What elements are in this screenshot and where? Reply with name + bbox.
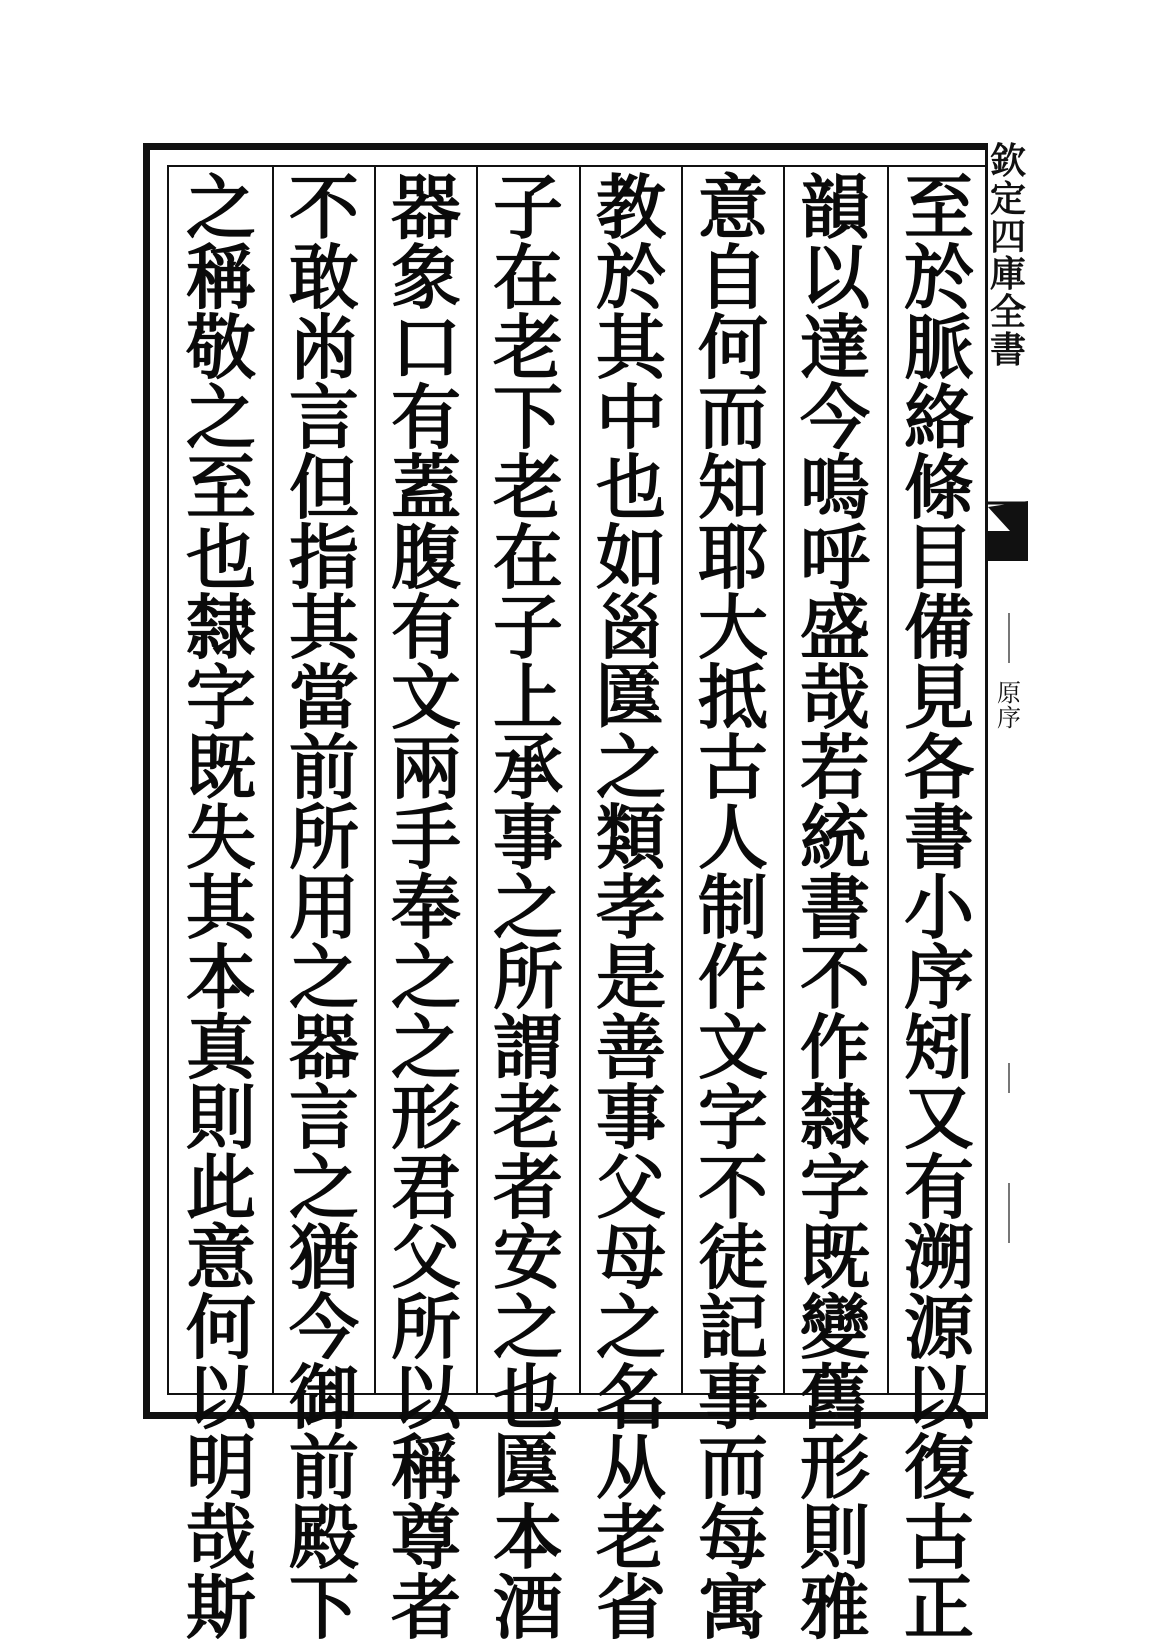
glyph: 韻 [800, 166, 870, 249]
margin-band [988, 140, 1028, 1419]
glyph: 人 [698, 796, 768, 879]
glyph: 目 [904, 516, 974, 599]
glyph: 也 [493, 1356, 563, 1439]
glyph: 器 [289, 1006, 359, 1089]
glyph: 老 [493, 446, 563, 529]
glyph: 也 [596, 446, 666, 529]
glyph: 猶 [289, 1216, 359, 1299]
glyph: 之 [391, 936, 461, 1019]
glyph: 真 [186, 1006, 256, 1089]
glyph: 之 [493, 1286, 563, 1369]
glyph: 於 [904, 236, 974, 319]
glyph: 何 [698, 306, 768, 389]
glyph: 記 [698, 1286, 768, 1369]
glyph: 其 [289, 586, 359, 669]
glyph: 从 [596, 1426, 666, 1509]
glyph: 今 [800, 376, 870, 459]
glyph: 所 [289, 796, 359, 879]
glyph: 意 [186, 1216, 256, 1299]
glyph: 字 [800, 1146, 870, 1229]
glyph: 教 [596, 166, 666, 249]
glyph: 善 [596, 1006, 666, 1089]
glyph: 孝 [596, 866, 666, 949]
glyph: 書 [904, 796, 974, 879]
glyph: 斯 [186, 1566, 256, 1649]
glyph: 老 [493, 1076, 563, 1159]
glyph: 之 [289, 1146, 359, 1229]
glyph: 哉 [186, 1496, 256, 1579]
glyph: 至 [904, 166, 974, 249]
glyph: 則 [800, 1496, 870, 1579]
glyph: 者 [391, 1566, 461, 1649]
glyph: 於 [596, 236, 666, 319]
glyph: 下 [289, 1566, 359, 1649]
glyph: 器 [391, 166, 461, 249]
glyph: 言 [289, 1076, 359, 1159]
margin-tick [1008, 1183, 1010, 1243]
glyph: 各 [904, 726, 974, 809]
margin-glyph: 欽 [989, 140, 1026, 182]
glyph: 以 [800, 236, 870, 319]
margin-glyph: 四 [989, 215, 1026, 258]
glyph: 𠥛 [596, 656, 666, 739]
glyph: 序 [904, 936, 974, 1019]
glyph: 事 [596, 1076, 666, 1159]
glyph: 老 [493, 306, 563, 389]
glyph: 則 [186, 1076, 256, 1159]
text-column-1 [889, 166, 989, 1649]
margin-glyph: 庫 [989, 253, 1026, 296]
text-column-6 [376, 166, 476, 1649]
glyph: 君 [391, 1146, 461, 1229]
glyph: 嗚 [800, 446, 870, 529]
glyph: 之 [596, 726, 666, 809]
glyph: 矧 [904, 1006, 974, 1089]
margin-glyph: 原 [997, 679, 1021, 707]
glyph: 古 [904, 1496, 974, 1579]
glyph: 是 [596, 936, 666, 1019]
glyph: 每 [698, 1496, 768, 1579]
glyph: 耶 [698, 516, 768, 599]
glyph: 形 [391, 1076, 461, 1159]
glyph: 字 [186, 656, 256, 739]
glyph: 如 [596, 516, 666, 599]
glyph: 失 [186, 796, 256, 879]
glyph: 敢 [289, 236, 359, 319]
glyph: 文 [391, 656, 461, 739]
text-column-7 [274, 166, 374, 1649]
text-column-3 [683, 166, 783, 1649]
glyph: 其 [596, 306, 666, 389]
section-label [992, 681, 1026, 731]
glyph: 在 [493, 236, 563, 319]
margin-title [988, 140, 1028, 371]
glyph: 舊 [800, 1356, 870, 1439]
glyph: 作 [698, 936, 768, 1019]
glyph: 有 [391, 376, 461, 459]
margin-glyph: 全 [989, 291, 1026, 334]
glyph: 以 [904, 1356, 974, 1439]
glyph: 意 [698, 166, 768, 249]
glyph: 承 [493, 726, 563, 809]
glyph: 所 [493, 936, 563, 1019]
glyph: 寓 [698, 1566, 768, 1649]
text-column-5 [478, 166, 578, 1649]
glyph: 尊 [391, 1496, 461, 1579]
margin-tick [1008, 1063, 1010, 1093]
glyph: 口 [391, 306, 461, 389]
glyph: 事 [698, 1356, 768, 1439]
glyph: 文 [698, 1006, 768, 1089]
glyph: 既 [800, 1216, 870, 1299]
glyph: 復 [904, 1426, 974, 1509]
glyph: 類 [596, 796, 666, 879]
glyph: 殿 [289, 1496, 359, 1579]
glyph: 事 [493, 796, 563, 879]
glyph: 上 [493, 656, 563, 739]
glyph: 備 [904, 586, 974, 669]
glyph: 知 [698, 446, 768, 529]
glyph: 絡 [904, 376, 974, 459]
glyph: 母 [596, 1216, 666, 1299]
glyph: 字 [698, 1076, 768, 1159]
glyph: 象 [391, 236, 461, 319]
glyph: 𡿺 [596, 586, 666, 669]
glyph: 名 [596, 1356, 666, 1439]
glyph: 所 [391, 1286, 461, 1369]
glyph: 本 [186, 936, 256, 1019]
glyph: 盛 [800, 586, 870, 669]
glyph: 當 [289, 656, 359, 739]
glyph: 言 [289, 376, 359, 459]
glyph: 用 [289, 866, 359, 949]
glyph: 前 [289, 1426, 359, 1509]
glyph: 謂 [493, 1006, 563, 1089]
glyph: 御 [289, 1356, 359, 1439]
glyph: 古 [698, 726, 768, 809]
text-column-8 [171, 166, 271, 1649]
glyph: 父 [391, 1216, 461, 1299]
glyph: 父 [596, 1146, 666, 1229]
glyph: 正 [904, 1566, 974, 1649]
glyph: 變 [800, 1286, 870, 1369]
glyph: 書 [800, 866, 870, 949]
glyph: 以 [391, 1356, 461, 1439]
glyph: 此 [186, 1146, 256, 1229]
glyph: 老 [596, 1496, 666, 1579]
glyph: 脈 [904, 306, 974, 389]
glyph: 小 [904, 866, 974, 949]
glyph: 條 [904, 446, 974, 529]
glyph: 不 [800, 936, 870, 1019]
glyph: 本 [493, 1496, 563, 1579]
glyph: 手 [391, 796, 461, 879]
glyph: 之 [493, 866, 563, 949]
glyph: 子 [493, 166, 563, 249]
glyph: 制 [698, 866, 768, 949]
glyph: 前 [289, 726, 359, 809]
glyph: 自 [698, 236, 768, 319]
glyph: 其 [186, 866, 256, 949]
glyph: 腹 [391, 516, 461, 599]
glyph: 子 [493, 586, 563, 669]
glyph: 奉 [391, 866, 461, 949]
glyph: 稱 [186, 236, 256, 319]
glyph: 指 [289, 516, 359, 599]
margin-glyph: 序 [997, 704, 1021, 733]
glyph: 安 [493, 1216, 563, 1299]
glyph: 又 [904, 1076, 974, 1159]
glyph: 見 [904, 656, 974, 739]
text-column-4 [581, 166, 681, 1649]
glyph: 有 [904, 1146, 974, 1229]
glyph: 中 [596, 376, 666, 459]
glyph: 之 [391, 1006, 461, 1089]
glyph: 以 [186, 1356, 256, 1439]
margin-tick [1008, 613, 1010, 663]
glyph: 哉 [800, 656, 870, 739]
glyph: 㡀 [289, 306, 359, 389]
glyph: 下 [493, 376, 563, 459]
glyph: 不 [289, 166, 359, 249]
glyph: 在 [493, 516, 563, 599]
glyph: 明 [186, 1426, 256, 1509]
glyph: 兩 [391, 726, 461, 809]
margin-glyph: 書 [989, 328, 1026, 371]
glyph: 雅 [800, 1566, 870, 1649]
glyph: 既 [186, 726, 256, 809]
fish-tail-mark [988, 501, 1028, 561]
glyph: 達 [800, 306, 870, 389]
glyph: 今 [289, 1286, 359, 1369]
text-area [167, 165, 985, 1649]
glyph: 形 [800, 1426, 870, 1509]
glyph: 大 [698, 586, 768, 669]
glyph: 何 [186, 1286, 256, 1369]
glyph: 酒 [493, 1566, 563, 1649]
glyph: 𠥛 [493, 1426, 563, 1509]
glyph: 作 [800, 1006, 870, 1089]
glyph: 敬 [186, 306, 256, 389]
glyph: 之 [186, 166, 256, 249]
page-frame [143, 143, 988, 1649]
glyph: 稱 [391, 1426, 461, 1509]
glyph: 省 [596, 1566, 666, 1649]
glyph: 也 [186, 516, 256, 599]
glyph: 溯 [904, 1216, 974, 1299]
glyph: 源 [904, 1286, 974, 1369]
glyph: 若 [800, 726, 870, 809]
glyph: 隸 [800, 1076, 870, 1159]
glyph: 但 [289, 446, 359, 529]
glyph: 而 [698, 1426, 768, 1509]
glyph: 呼 [800, 516, 870, 599]
glyph: 不 [698, 1146, 768, 1229]
glyph: 之 [596, 1286, 666, 1369]
glyph: 之 [186, 376, 256, 459]
glyph: 蓋 [391, 446, 461, 529]
glyph: 徒 [698, 1216, 768, 1299]
glyph: 抵 [698, 656, 768, 739]
glyph: 有 [391, 586, 461, 669]
glyph: 統 [800, 796, 870, 879]
text-column-2 [785, 166, 885, 1649]
glyph: 之 [289, 936, 359, 1019]
glyph: 至 [186, 446, 256, 529]
glyph: 隸 [186, 586, 256, 669]
margin-glyph: 定 [989, 177, 1026, 220]
glyph: 者 [493, 1146, 563, 1229]
glyph: 而 [698, 376, 768, 459]
